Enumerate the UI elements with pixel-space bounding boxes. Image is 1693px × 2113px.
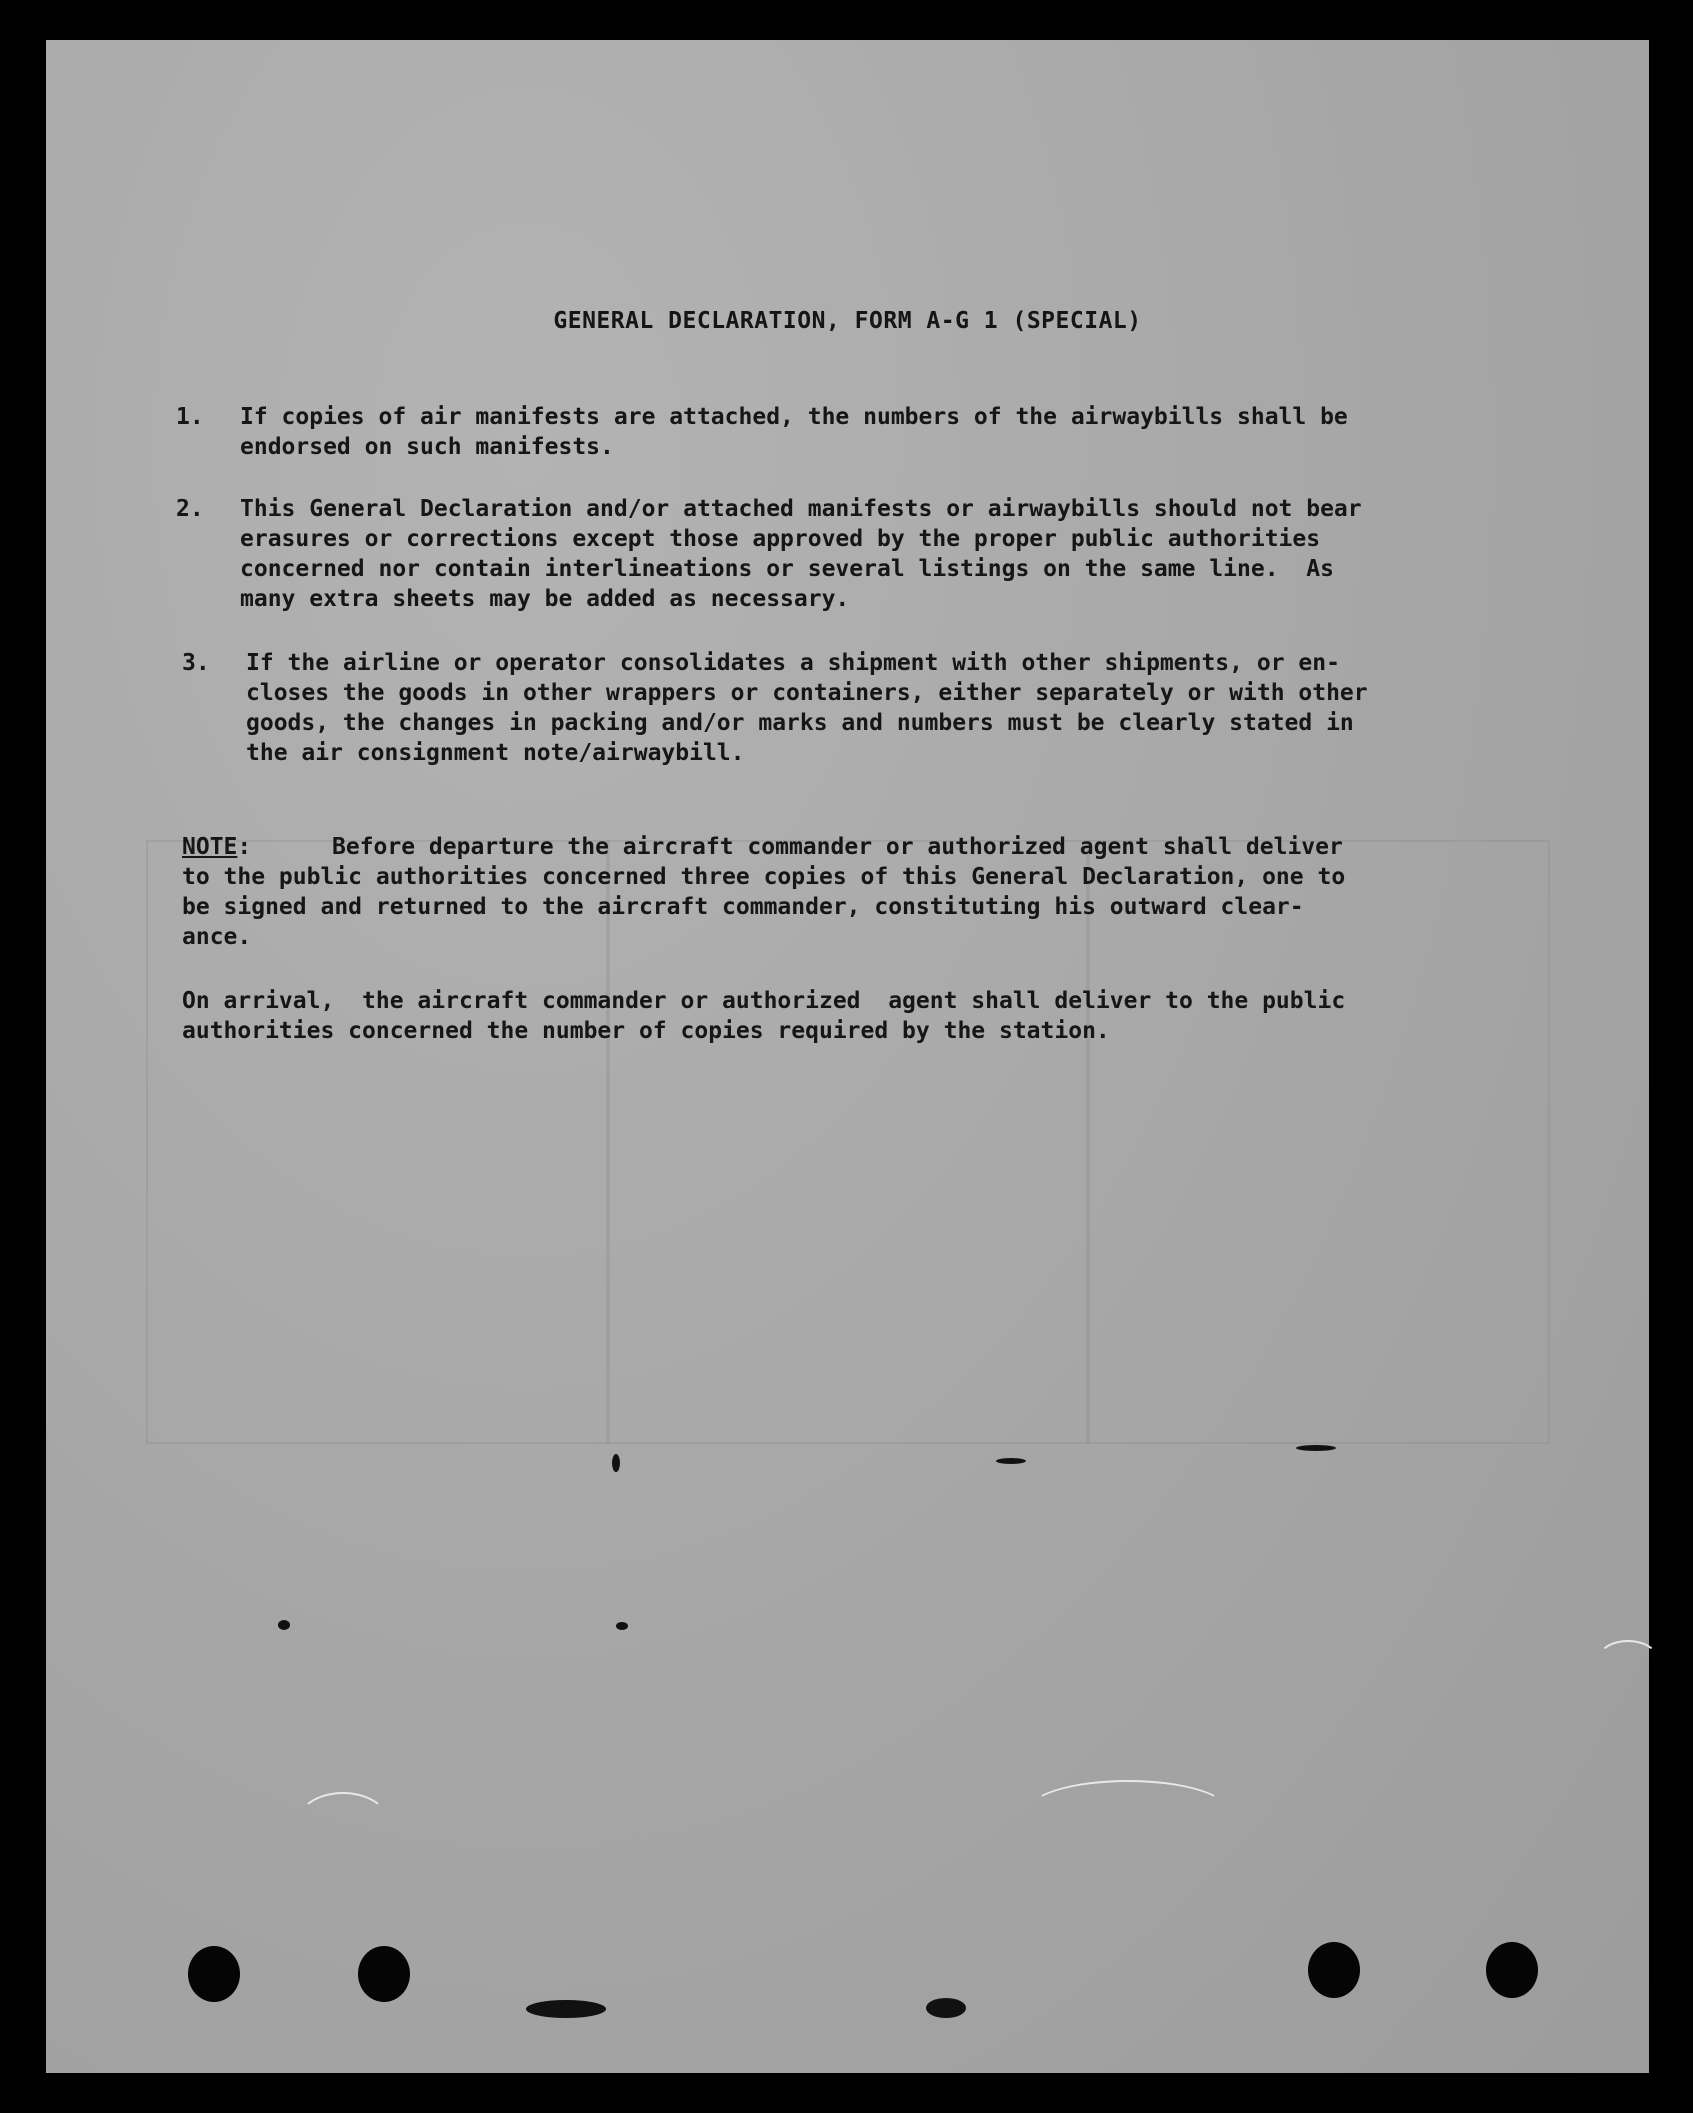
paper-scratch xyxy=(1026,1780,1230,1844)
paper-scratch xyxy=(296,1792,390,1856)
note-section xyxy=(182,832,1572,956)
ink-speck xyxy=(616,1622,628,1630)
item-line: many extra sheets may be added as necessary. xyxy=(240,586,850,612)
item-line: If the airline or operator consolidates a shipment with other shipments, or en- xyxy=(246,650,1340,676)
item-line: goods, the changes in packing and/or marks and numbers must be clearly stated in xyxy=(246,710,1354,736)
ink-speck xyxy=(526,2000,606,2018)
note-line: ance. xyxy=(182,924,252,950)
item-line: endorsed on such manifests. xyxy=(240,434,614,460)
ink-speck xyxy=(612,1454,620,1472)
punch-hole xyxy=(358,1946,410,2002)
note-line: be signed and returned to the aircraft commander, constituting his outward clear- xyxy=(182,894,1304,920)
item-line: concerned nor contain interlineations or several listings on the same line. As xyxy=(240,556,1334,582)
punch-hole xyxy=(1486,1942,1538,1998)
paper-scratch xyxy=(1596,1640,1660,1684)
list-item-3 xyxy=(182,648,1562,772)
item-line: This General Declaration and/or attached manifests or airwaybills should not bear xyxy=(240,496,1362,522)
ink-speck xyxy=(1296,1445,1336,1451)
item-number: 2. xyxy=(176,496,204,522)
page-title: GENERAL DECLARATION, FORM A-G 1 (SPECIAL) xyxy=(553,308,1142,334)
note-line: to the public authorities concerned three copies of this General Declaration, one to xyxy=(182,864,1346,890)
note-colon: : xyxy=(237,834,252,860)
ink-speck xyxy=(278,1620,290,1630)
document-page xyxy=(46,40,1649,2073)
note-label: NOTE xyxy=(182,834,238,860)
punch-hole xyxy=(1308,1942,1360,1998)
arrival-line: On arrival, the aircraft commander or authorized agent shall deliver to the public xyxy=(182,988,1346,1014)
item-number: 1. xyxy=(176,404,204,430)
item-line: the air consignment note/airwaybill. xyxy=(246,740,745,766)
list-item-1 xyxy=(176,402,1556,464)
item-line: closes the goods in other wrappers or containers, either separately or with other xyxy=(246,680,1368,706)
punch-hole xyxy=(188,1946,240,2002)
list-item-2 xyxy=(176,494,1556,618)
item-line: If copies of air manifests are attached, the numbers of the airwaybills shall be xyxy=(240,404,1348,430)
ink-speck xyxy=(926,1998,966,2018)
arrival-line: authorities concerned the number of copies required by the station. xyxy=(182,1018,1110,1044)
note-heading xyxy=(182,832,251,862)
item-line: erasures or corrections except those approved by the proper public authorities xyxy=(240,526,1321,552)
note-line: Before departure the aircraft commander or authorized agent shall deliver xyxy=(332,834,1343,860)
ink-speck xyxy=(996,1458,1026,1464)
arrival-section xyxy=(182,986,1572,1048)
item-number: 3. xyxy=(182,650,210,676)
